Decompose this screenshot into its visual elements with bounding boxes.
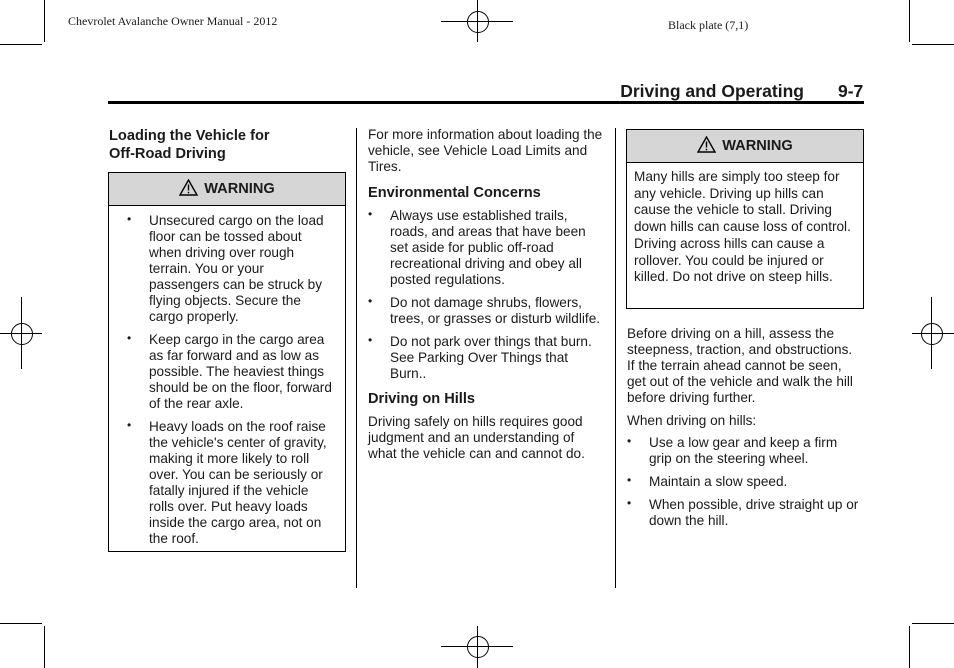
- hills-paragraph: Driving safely on hills requires good judgment and an understanding of what the vehicle can and cannot do.: [368, 414, 585, 461]
- list-item: • Always use established trails, roads, and areas that have been set aside for public off-road recreational driving and obey all posted regulations.: [368, 207, 586, 287]
- warning-triangle-icon: [179, 176, 198, 208]
- environmental-heading: Environmental Concerns: [368, 185, 541, 201]
- warning-label: WARNING: [204, 181, 275, 197]
- column-divider: [356, 128, 357, 588]
- column-divider: [615, 128, 616, 588]
- list-item: • Keep cargo in the cargo area as far forward and as low as possible. The heaviest things should be on the floor, forward of the rear axle.: [127, 331, 332, 411]
- document-title: Chevrolet Avalanche Owner Manual - 2012: [68, 14, 278, 28]
- list-item: • Unsecured cargo on the load floor can be tossed about when driving over rough terrain. You or your passengers can be struck by flying objects. Secure the cargo properly.: [127, 212, 324, 324]
- hills-tips-list: [627, 435, 863, 529]
- warning-header: [627, 130, 863, 163]
- column-2: [368, 127, 604, 462]
- load-info-paragraph: For more information about loading the vehicle, see Vehicle Load Limits and Tires.: [368, 127, 603, 174]
- warning-triangle-icon: [697, 133, 716, 165]
- list-item: • Use a low gear and keep a firm grip on the steering wheel.: [627, 434, 838, 466]
- warning-header: [109, 173, 345, 206]
- heading-line-2: Off-Road Driving: [109, 146, 226, 162]
- list-item: • When possible, drive straight up or down the hill.: [627, 496, 859, 528]
- hills-warning-box: [626, 129, 864, 309]
- cargo-warning-list: [109, 206, 345, 547]
- list-item: • Do not damage shrubs, flowers, trees, or grasses or disturb wildlife.: [368, 294, 601, 326]
- when-driving-paragraph: When driving on hills:: [627, 413, 757, 428]
- header-rule: [108, 101, 864, 104]
- section-title: Driving and Operating: [620, 81, 804, 101]
- cargo-warning-box: [108, 172, 346, 552]
- hills-heading: Driving on Hills: [368, 391, 476, 407]
- hills-warning-text: Many hills are simply too steep for any vehicle. Driving up hills can cause the vehicle to stall. Driving down hills can cause loss of control. Driving across hills can cause a rollover. You could be injured or killed. Do not drive on steep hills.: [634, 169, 851, 285]
- heading-line-1: Loading the Vehicle for: [109, 128, 270, 144]
- loading-heading: [109, 127, 349, 163]
- warning-label: WARNING: [722, 138, 793, 154]
- column-1: [109, 127, 349, 163]
- list-item: • Do not park over things that burn. See Parking Over Things that Burn..: [368, 333, 592, 381]
- column-3: [627, 326, 863, 529]
- plate-label: Black plate (7,1): [668, 18, 749, 32]
- before-driving-paragraph: Before driving on a hill, assess the steepness, traction, and obstructions. If the terrain ahead cannot be seen, get out of the vehicle and walk the hill before driving further.: [627, 326, 853, 405]
- list-item: • Heavy loads on the roof raise the vehicle's center of gravity, making it more likely to roll over. You can be seriously or fatally injured if the vehicle rolls over. Put heavy loads inside the cargo area, not on the roof.: [127, 418, 327, 546]
- page-number: 9-7: [838, 81, 864, 101]
- environmental-list: [368, 208, 604, 382]
- list-item: • Maintain a slow speed.: [627, 473, 788, 489]
